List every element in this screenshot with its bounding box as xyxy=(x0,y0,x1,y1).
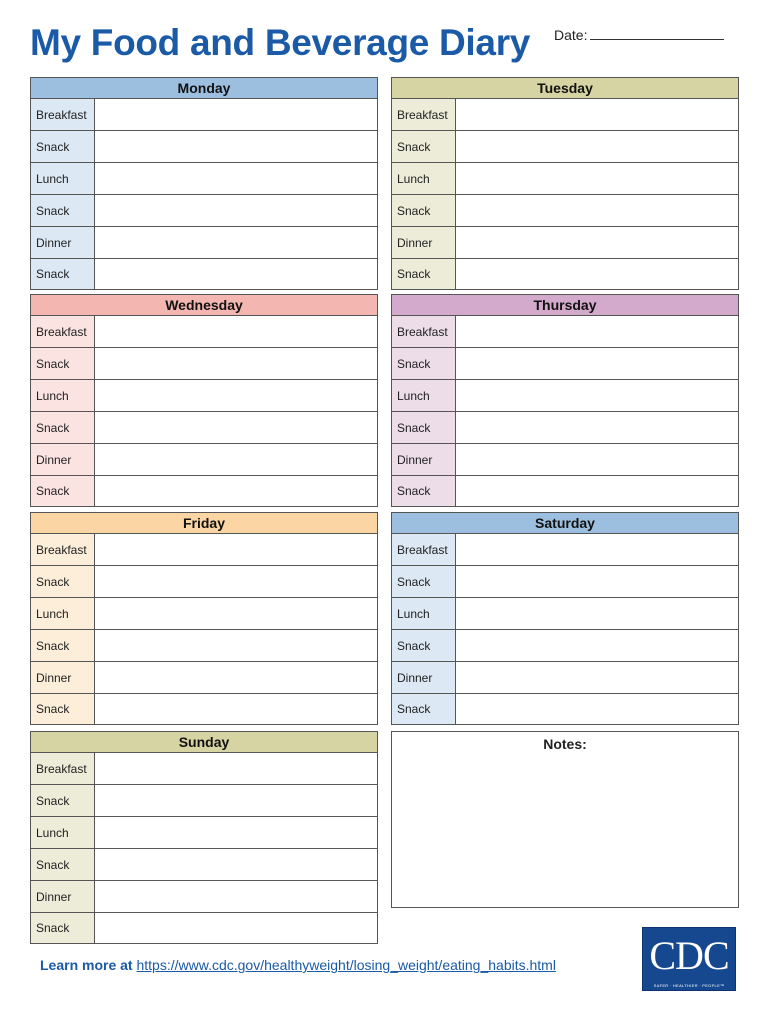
meal-entry-field[interactable] xyxy=(95,348,377,379)
meal-row xyxy=(31,99,377,131)
day-table-monday xyxy=(30,77,378,290)
meal-label: Lunch xyxy=(392,163,456,194)
meal-label: Snack xyxy=(392,630,456,661)
meal-label: Snack xyxy=(392,259,456,289)
meal-row xyxy=(392,163,738,195)
meal-label: Snack xyxy=(31,913,95,943)
day-table-wednesday xyxy=(30,294,378,507)
meal-label: Breakfast xyxy=(31,316,95,347)
cdc-link[interactable]: https://www.cdc.gov/healthyweight/losing_weight/eating_habits.html xyxy=(136,957,556,973)
meal-row xyxy=(31,163,377,195)
meal-entry-field[interactable] xyxy=(456,598,738,629)
footer-lead-text: Learn more at xyxy=(40,957,133,973)
day-header: Monday xyxy=(31,78,377,99)
day-header: Saturday xyxy=(392,513,738,534)
meal-label: Snack xyxy=(31,131,95,162)
meal-entry-field[interactable] xyxy=(95,163,377,194)
meal-entry-field[interactable] xyxy=(95,380,377,411)
meal-row xyxy=(392,566,738,598)
meal-row xyxy=(31,753,377,785)
meal-label: Snack xyxy=(392,195,456,226)
meal-row xyxy=(392,227,738,259)
meal-row xyxy=(31,913,377,943)
meal-label: Lunch xyxy=(392,598,456,629)
day-header: Thursday xyxy=(392,295,738,316)
meal-row xyxy=(31,259,377,289)
meal-entry-field[interactable] xyxy=(95,195,377,226)
meal-entry-field[interactable] xyxy=(95,817,377,848)
meal-entry-field[interactable] xyxy=(456,195,738,226)
day-table-friday xyxy=(30,512,378,725)
meal-label: Snack xyxy=(392,412,456,443)
meal-label: Snack xyxy=(392,694,456,724)
meal-row xyxy=(31,566,377,598)
meal-entry-field[interactable] xyxy=(456,316,738,347)
meal-row xyxy=(31,630,377,662)
page-title: My Food and Beverage Diary xyxy=(30,22,531,63)
meal-row xyxy=(31,195,377,227)
meal-label: Dinner xyxy=(392,227,456,258)
meal-row xyxy=(31,694,377,724)
day-table-tuesday xyxy=(391,77,739,290)
meal-entry-field[interactable] xyxy=(95,227,377,258)
meal-entry-field[interactable] xyxy=(456,131,738,162)
meal-row xyxy=(392,662,738,694)
day-header: Wednesday xyxy=(31,295,377,316)
day-table-saturday xyxy=(391,512,739,725)
meal-entry-field[interactable] xyxy=(456,227,738,258)
meal-label: Snack xyxy=(392,566,456,597)
meal-entry-field[interactable] xyxy=(95,566,377,597)
meal-row xyxy=(31,412,377,444)
meal-label: Breakfast xyxy=(31,534,95,565)
day-header: Sunday xyxy=(31,732,377,753)
meal-entry-field[interactable] xyxy=(456,412,738,443)
meal-label: Snack xyxy=(392,348,456,379)
meal-label: Snack xyxy=(31,476,95,506)
meal-label: Snack xyxy=(31,566,95,597)
meal-label: Snack xyxy=(31,259,95,289)
meal-entry-field[interactable] xyxy=(95,694,377,724)
meal-entry-field[interactable] xyxy=(95,476,377,506)
meal-entry-field[interactable] xyxy=(456,259,738,289)
meal-label: Breakfast xyxy=(392,534,456,565)
meal-row xyxy=(392,534,738,566)
meal-row xyxy=(392,412,738,444)
meal-entry-field[interactable] xyxy=(456,163,738,194)
day-header: Tuesday xyxy=(392,78,738,99)
meal-entry-field[interactable] xyxy=(95,785,377,816)
meal-entry-field[interactable] xyxy=(456,99,738,130)
meal-row xyxy=(31,227,377,259)
meal-row xyxy=(31,131,377,163)
meal-label: Dinner xyxy=(31,227,95,258)
meal-entry-field[interactable] xyxy=(456,630,738,661)
meal-label: Snack xyxy=(392,131,456,162)
meal-label: Dinner xyxy=(392,444,456,475)
meal-row xyxy=(31,476,377,506)
meal-row xyxy=(392,316,738,348)
meal-row xyxy=(31,662,377,694)
meal-row xyxy=(392,694,738,724)
meal-row xyxy=(392,131,738,163)
meal-entry-field[interactable] xyxy=(95,412,377,443)
meal-row xyxy=(392,348,738,380)
meal-entry-field[interactable] xyxy=(456,444,738,475)
meal-row xyxy=(392,99,738,131)
notes-label: Notes: xyxy=(543,736,587,752)
meal-row xyxy=(392,259,738,289)
cdc-logo xyxy=(642,927,736,991)
meal-label: Lunch xyxy=(31,598,95,629)
meal-label: Dinner xyxy=(31,444,95,475)
meal-label: Dinner xyxy=(392,662,456,693)
date-blank-line[interactable] xyxy=(590,27,724,40)
meal-label: Snack xyxy=(31,785,95,816)
meal-entry-field[interactable] xyxy=(456,534,738,565)
meal-row xyxy=(31,817,377,849)
meal-row xyxy=(31,380,377,412)
meal-entry-field[interactable] xyxy=(95,444,377,475)
footer-learn-more xyxy=(40,957,556,973)
meal-row xyxy=(31,348,377,380)
meal-row xyxy=(31,444,377,476)
meal-entry-field[interactable] xyxy=(95,99,377,130)
meal-label: Snack xyxy=(31,195,95,226)
meal-label: Breakfast xyxy=(31,753,95,784)
meal-label: Snack xyxy=(31,348,95,379)
meal-label: Breakfast xyxy=(31,99,95,130)
meal-row xyxy=(392,195,738,227)
date-field xyxy=(554,27,724,43)
cdc-logo-tagline: SAFER · HEALTHIER · PEOPLE™ xyxy=(653,983,725,988)
day-header: Friday xyxy=(31,513,377,534)
meal-row xyxy=(31,598,377,630)
meal-entry-field[interactable] xyxy=(95,316,377,347)
meal-label: Lunch xyxy=(31,380,95,411)
day-table-thursday xyxy=(391,294,739,507)
meal-entry-field[interactable] xyxy=(95,259,377,289)
day-table-sunday xyxy=(30,731,378,944)
meal-label: Breakfast xyxy=(392,99,456,130)
meal-row xyxy=(31,534,377,566)
meal-label: Breakfast xyxy=(392,316,456,347)
meal-row xyxy=(392,598,738,630)
meal-row xyxy=(392,380,738,412)
meal-entry-field[interactable] xyxy=(456,380,738,411)
meal-entry-field[interactable] xyxy=(456,566,738,597)
meal-entry-field[interactable] xyxy=(456,694,738,724)
meal-label: Lunch xyxy=(31,163,95,194)
meal-row xyxy=(31,316,377,348)
meal-row xyxy=(392,476,738,506)
meal-entry-field[interactable] xyxy=(95,598,377,629)
meal-label: Snack xyxy=(31,694,95,724)
notes-box[interactable] xyxy=(391,731,739,908)
meal-entry-field[interactable] xyxy=(95,630,377,661)
meal-row xyxy=(392,444,738,476)
meal-label: Snack xyxy=(31,412,95,443)
meal-entry-field[interactable] xyxy=(95,753,377,784)
cdc-logo-text: CDC xyxy=(649,933,729,978)
meal-row xyxy=(31,881,377,913)
meal-label: Snack xyxy=(392,476,456,506)
meal-entry-field[interactable] xyxy=(456,348,738,379)
meal-entry-field[interactable] xyxy=(456,662,738,693)
meal-entry-field[interactable] xyxy=(95,881,377,912)
meal-entry-field[interactable] xyxy=(95,662,377,693)
meal-label: Dinner xyxy=(31,662,95,693)
meal-label: Lunch xyxy=(392,380,456,411)
meal-entry-field[interactable] xyxy=(95,913,377,943)
meal-entry-field[interactable] xyxy=(95,849,377,880)
meal-entry-field[interactable] xyxy=(95,534,377,565)
meal-label: Dinner xyxy=(31,881,95,912)
meal-row xyxy=(31,785,377,817)
meal-row xyxy=(31,849,377,881)
meal-label: Snack xyxy=(31,849,95,880)
meal-label: Snack xyxy=(31,630,95,661)
meal-entry-field[interactable] xyxy=(456,476,738,506)
date-label: Date: xyxy=(554,27,588,43)
meal-label: Lunch xyxy=(31,817,95,848)
meal-entry-field[interactable] xyxy=(95,131,377,162)
meal-row xyxy=(392,630,738,662)
